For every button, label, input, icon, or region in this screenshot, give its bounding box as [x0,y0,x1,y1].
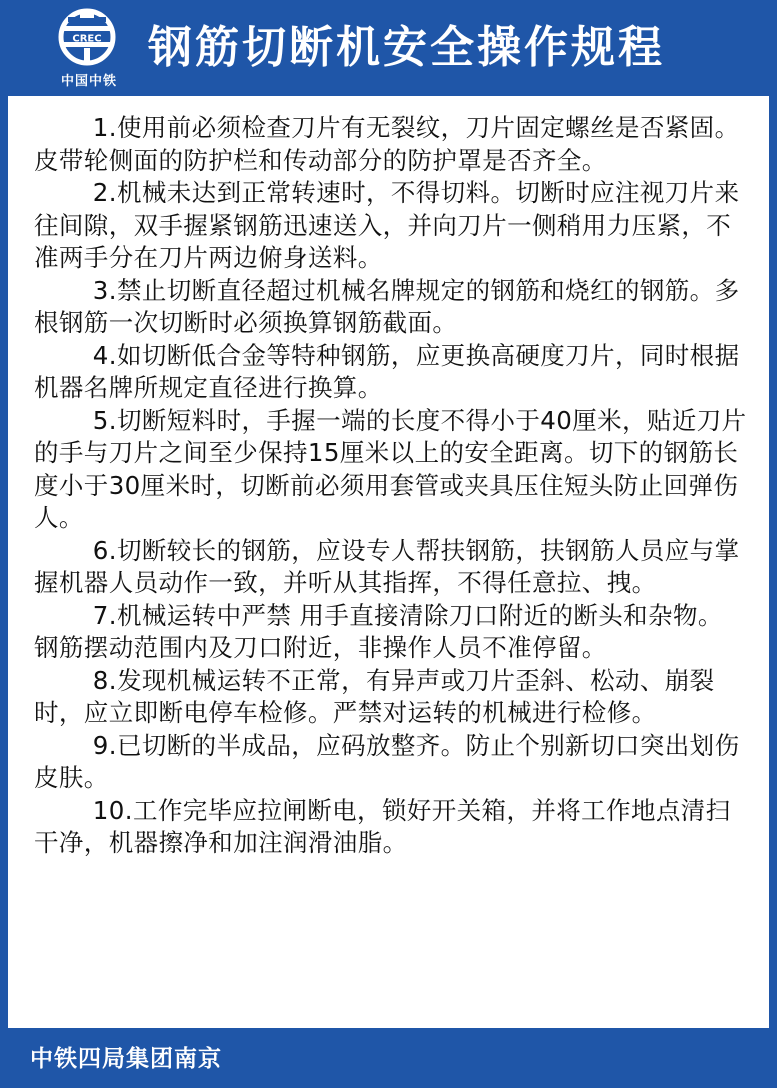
rule-item: 2.机械未达到正常转速时，不得切料。切断时应注视刀片来往间隙，双手握紧钢筋迅速送入，并向刀片一侧稍用力压紧，不准两手分在刀片两边俯身送料。 [34,178,740,272]
logo-mark-text: CREC [72,33,102,45]
rule-item: 10.工作完毕应拉闸断电，锁好开关箱，并将工作地点清扫干净，机器擦净和加注润滑油脂。 [34,795,731,857]
rule-item: 6.切断较长的钢筋，应设专人帮扶钢筋，扶钢筋人员应与掌握机器人员动作一致，并听从其指挥，不得任意拉、拽。 [34,535,740,597]
crec-logo [44,8,134,90]
rule-item: 9.已切断的半成品，应码放整齐。防止个别新切口突出划伤皮肤。 [34,730,740,792]
rule-item: 8.发现机械运转不正常，有异声或刀片歪斜、松动、崩裂时，应立即断电停车检修。严禁对运转的机械进行检修。 [34,665,715,727]
page-title: 钢筋切断机安全操作规程 [148,22,665,73]
footer-text: 中铁四局集团南京 [30,1046,222,1072]
rule-item: 5.切断短料时，手握一端的长度不得小于40厘米，贴近刀片的手与刀片之间至少保持15厘米以上的安全距离。切下的钢筋长度小于30厘米时，切断前必须用套管或夹具压住短头防止回弹伤人。 [34,405,747,532]
crec-logo-icon [56,8,118,66]
footer-bar [0,1028,777,1088]
header-bar [0,0,777,96]
rule-item: 3.禁止切断直径超过机械名牌规定的钢筋和烧红的钢筋。多根钢筋一次切断时必须换算钢筋截面。 [34,275,740,337]
rule-item: 7.机械运转中严禁 用手直接清除刀口附近的断头和杂物。钢筋摆动范围内及刀口附近，非操作人员不准停留。 [34,600,723,662]
rule-item: 1.使用前必须检查刀片有无裂纹，刀片固定螺丝是否紧固。皮带轮侧面的防护栏和传动部分的防护罩是否齐全。 [34,113,740,175]
rule-item: 4.如切断低合金等特种钢筋，应更换高硬度刀片，同时根据机器名牌所规定直径进行换算。 [34,340,740,402]
logo-caption: 中国中铁 [60,74,117,89]
rules-panel [8,96,769,1028]
